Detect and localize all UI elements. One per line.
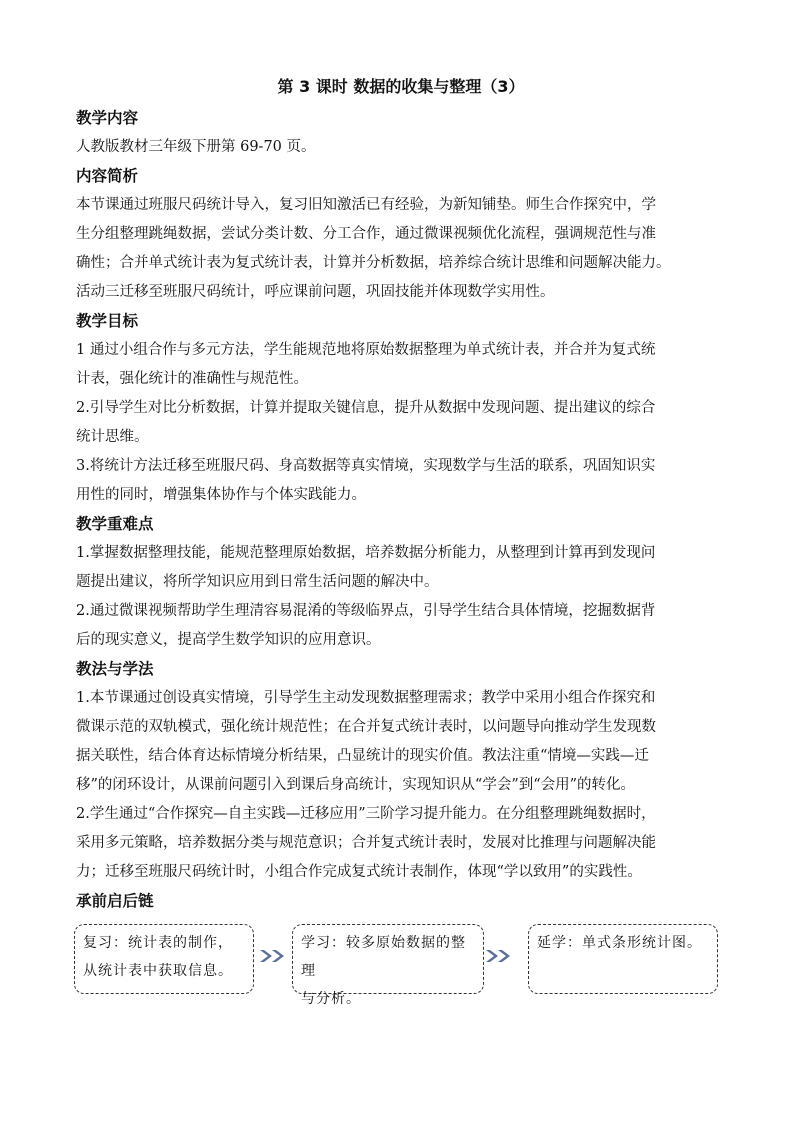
double-chevron-right-icon [258,946,288,966]
section-body [76,684,726,887]
section-body [76,133,726,162]
learning-chain [74,924,719,1007]
section-heading: 教学内容 [76,109,139,127]
section-body [76,539,726,655]
page-title: 第 3 课时 数据的收集与整理（3） [277,77,525,96]
text-line: 生分组整理跳绳数据，尝试分类计数、分工合作，通过微课视频优化流程，强调规范性与准 [76,226,656,242]
text-line: 2.通过微课视频帮助学生理清容易混淆的等级临界点，引导学生结合具体情境，挖掘数据背 [76,603,656,619]
text-line: 确性；合并单式统计表为复式统计表，计算并分析数据，培养综合统计思维和问题解决能力。 [76,255,671,271]
extend-line: 延学：单式条形统计图。 [537,935,702,951]
section-heading: 承前启后链 [76,892,154,910]
text-line: 后的现实意义，提高学生数学知识的应用意识。 [76,632,381,648]
text-line: 1 通过小组合作与多元方法，学生能规范地将原始数据整理为单式统计表，并合并为复式统 [76,342,656,358]
text-line: 题提出建议，将所学知识应用到日常生活问题的解决中。 [76,574,439,590]
text-line: 2.引导学生对比分析数据，计算并提取关键信息，提升从数据中发现问题、提出建议的综合 [76,400,656,416]
text-line: 3.将统计方法迁移至班服尺码、身高数据等真实情境，实现数学与生活的联系，巩固知识实 [76,458,656,474]
section-heading: 内容简析 [76,167,139,185]
text-line: 2.学生通过“合作探究—自主实践—迁移应用”三阶学习提升能力。在分组整理跳绳数据时， [76,806,656,822]
text-line: 采用多元策略，培养数据分类与规范意识；合并复式统计表时，发展对比推理与问题解决能 [76,835,656,851]
document-page [76,70,726,916]
text-line: 微课示范的双轨模式，强化统计规范性；在合并复式统计表时，以问题导向推动学生发现数 [76,719,656,735]
study-box [292,924,484,1007]
section-key-points [76,510,726,655]
text-line: 用性的同时，增强集体协作与个体实践能力。 [76,487,366,503]
section-body [76,191,726,307]
review-line: 复习：统计表的制作， [83,935,233,951]
section-goals [76,307,726,510]
review-line: 从统计表中获取信息。 [83,963,233,979]
text-line: 本节课通过班服尺码统计导入，复习旧知激活已有经验，为新知铺垫。师生合作探究中，学 [76,197,656,213]
text-line: 计表，强化统计的准确性与规范性。 [76,371,308,387]
review-box [74,924,254,994]
text-line: 1.本节课通过创设真实情境，引导学生主动发现数据整理需求；教学中采用小组合作探究和 [76,690,656,706]
section-analysis [76,162,726,307]
section-body [76,336,726,510]
text-line: 人教版教材三年级下册第 69-70 页。 [76,139,316,155]
double-chevron-right-icon [484,946,514,966]
section-heading: 教法与学法 [76,660,154,678]
text-line: 力；迁移至班服尺码统计时，小组合作完成复式统计表制作，体现“学以致用”的实践性。 [76,864,642,880]
section-heading: 教学重难点 [76,515,154,533]
study-line: 学习：较多原始数据的整理 [301,935,466,979]
text-line: 据关联性，结合体育达标情境分析结果，凸显统计的现实价值。教法注重“情境—实践—迁 [76,748,649,764]
section-methods [76,655,726,887]
section-heading: 教学目标 [76,312,139,330]
section-chain [76,887,726,916]
text-line: 1.掌握数据整理技能，能规范整理原始数据，培养数据分析能力，从整理到计算再到发现问 [76,545,656,561]
section-content [76,104,726,162]
text-line: 移”的闭环设计，从课前问题引入到课后身高统计，实现知识从“学会”到“会用”的转化。 [76,777,636,793]
extend-box [528,924,718,994]
text-line: 统计思维。 [76,429,149,445]
study-line: 与分析。 [301,991,361,1007]
text-line: 活动三迁移至班服尺码统计，呼应课前问题，巩固技能并体现数学实用性。 [76,284,555,300]
